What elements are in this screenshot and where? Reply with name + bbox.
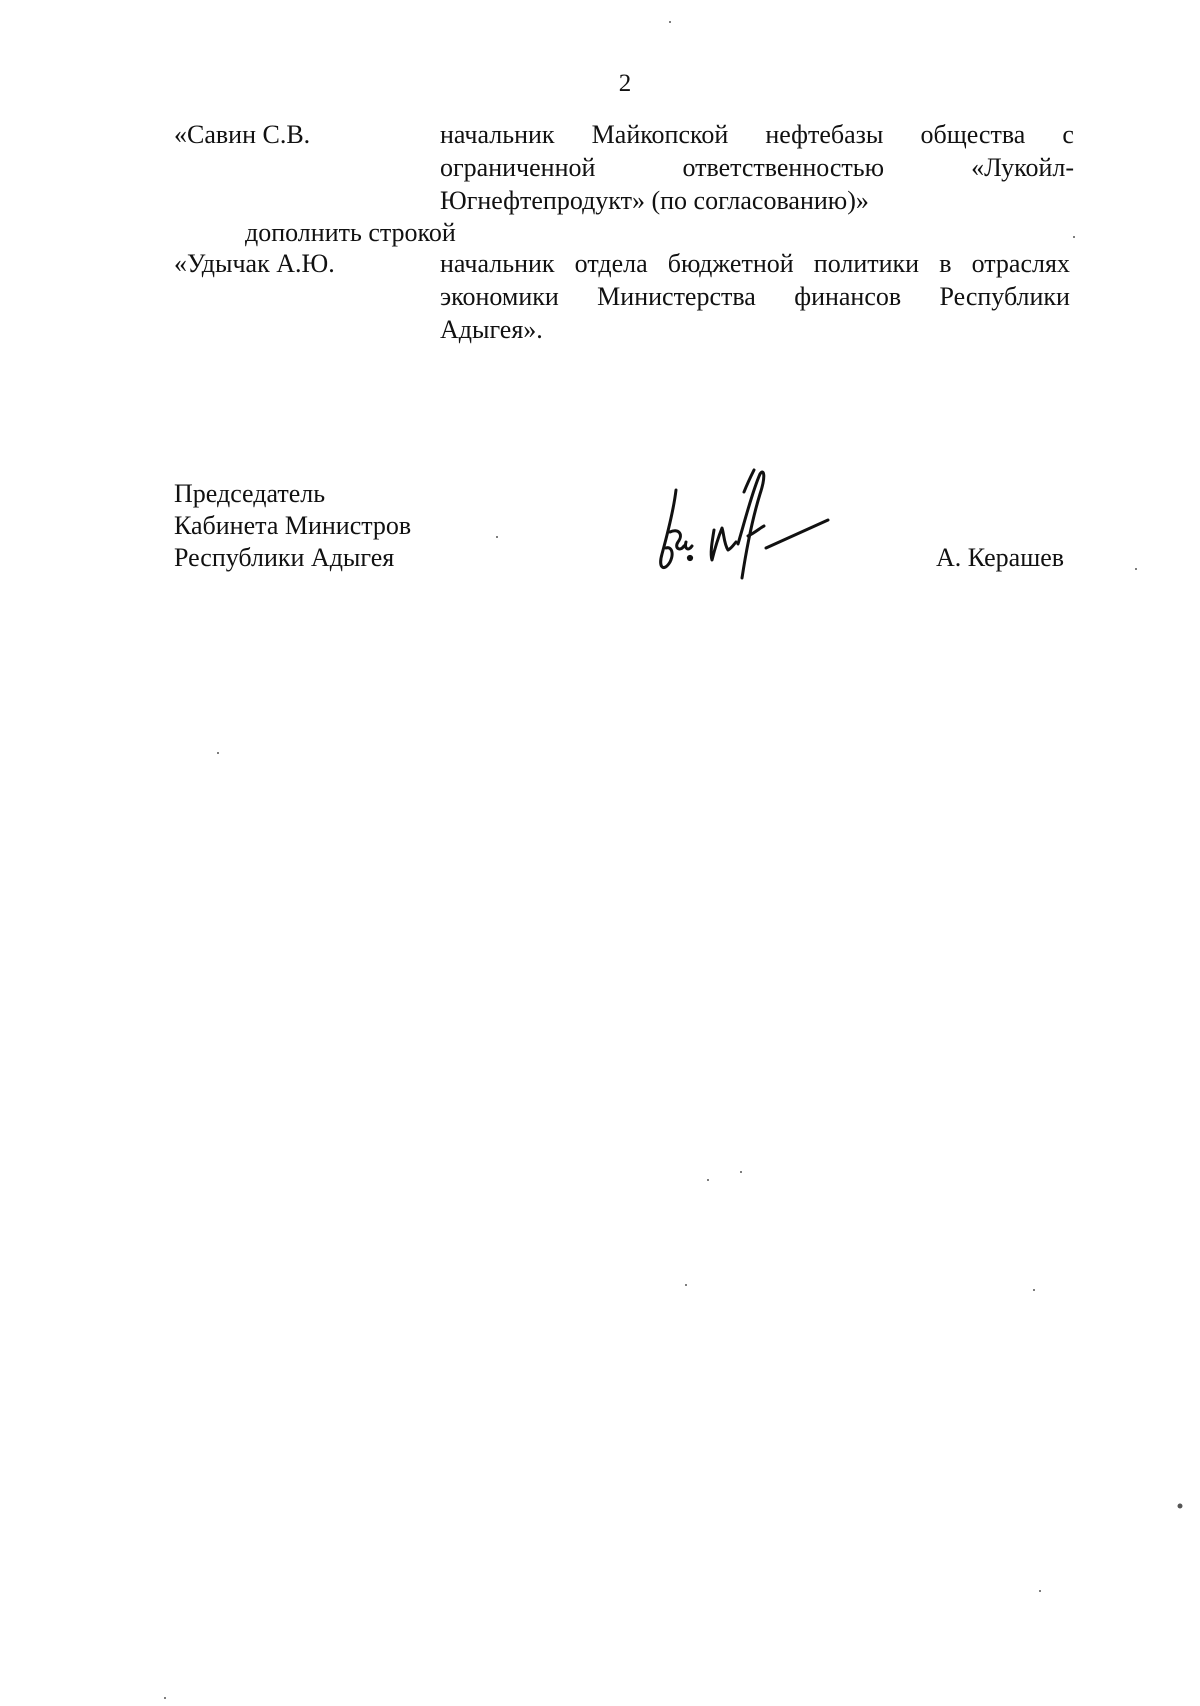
word: Югнефтепродукт» (по согласованию)» bbox=[440, 186, 869, 215]
description-line bbox=[440, 184, 1074, 217]
word: начальник bbox=[440, 120, 555, 149]
word: Республики bbox=[939, 282, 1070, 311]
signatory-title bbox=[174, 478, 411, 574]
word: Майкопской bbox=[591, 120, 729, 149]
member-description bbox=[440, 247, 1070, 346]
description-line bbox=[440, 247, 1070, 280]
addition-instruction: дополнить строкой bbox=[245, 218, 456, 247]
member-name: «Удычак А.Ю. bbox=[174, 249, 335, 278]
word: финансов bbox=[794, 282, 902, 311]
word: нефтебазы bbox=[765, 120, 884, 149]
word: бюджетной bbox=[667, 249, 794, 278]
word: с bbox=[1062, 120, 1074, 149]
word: общества bbox=[920, 120, 1026, 149]
signatory-title-line: Председатель bbox=[174, 479, 326, 508]
word: политики bbox=[813, 249, 920, 278]
member-name: «Савин С.В. bbox=[174, 120, 311, 149]
description-line bbox=[440, 118, 1074, 151]
word: ограниченной bbox=[440, 153, 596, 182]
word: Адыгея». bbox=[440, 315, 543, 344]
word: начальник bbox=[440, 249, 555, 278]
word: «Лукойл- bbox=[971, 153, 1074, 182]
page-number: 2 bbox=[618, 70, 632, 97]
word: отдела bbox=[574, 249, 648, 278]
word: экономики bbox=[440, 282, 559, 311]
word: отраслях bbox=[971, 249, 1070, 278]
signatory-title-line: Республики Адыгея bbox=[174, 543, 395, 572]
word: Министерства bbox=[597, 282, 756, 311]
word: в bbox=[939, 249, 952, 278]
signer-name: А. Керашев bbox=[936, 543, 1065, 572]
description-line bbox=[440, 280, 1070, 313]
word: ответственностью bbox=[682, 153, 885, 182]
handwritten-signature bbox=[648, 462, 848, 592]
description-line bbox=[440, 151, 1074, 184]
member-description bbox=[440, 118, 1074, 217]
signatory-title-line: Кабинета Министров bbox=[174, 511, 412, 540]
description-line bbox=[440, 313, 1070, 346]
